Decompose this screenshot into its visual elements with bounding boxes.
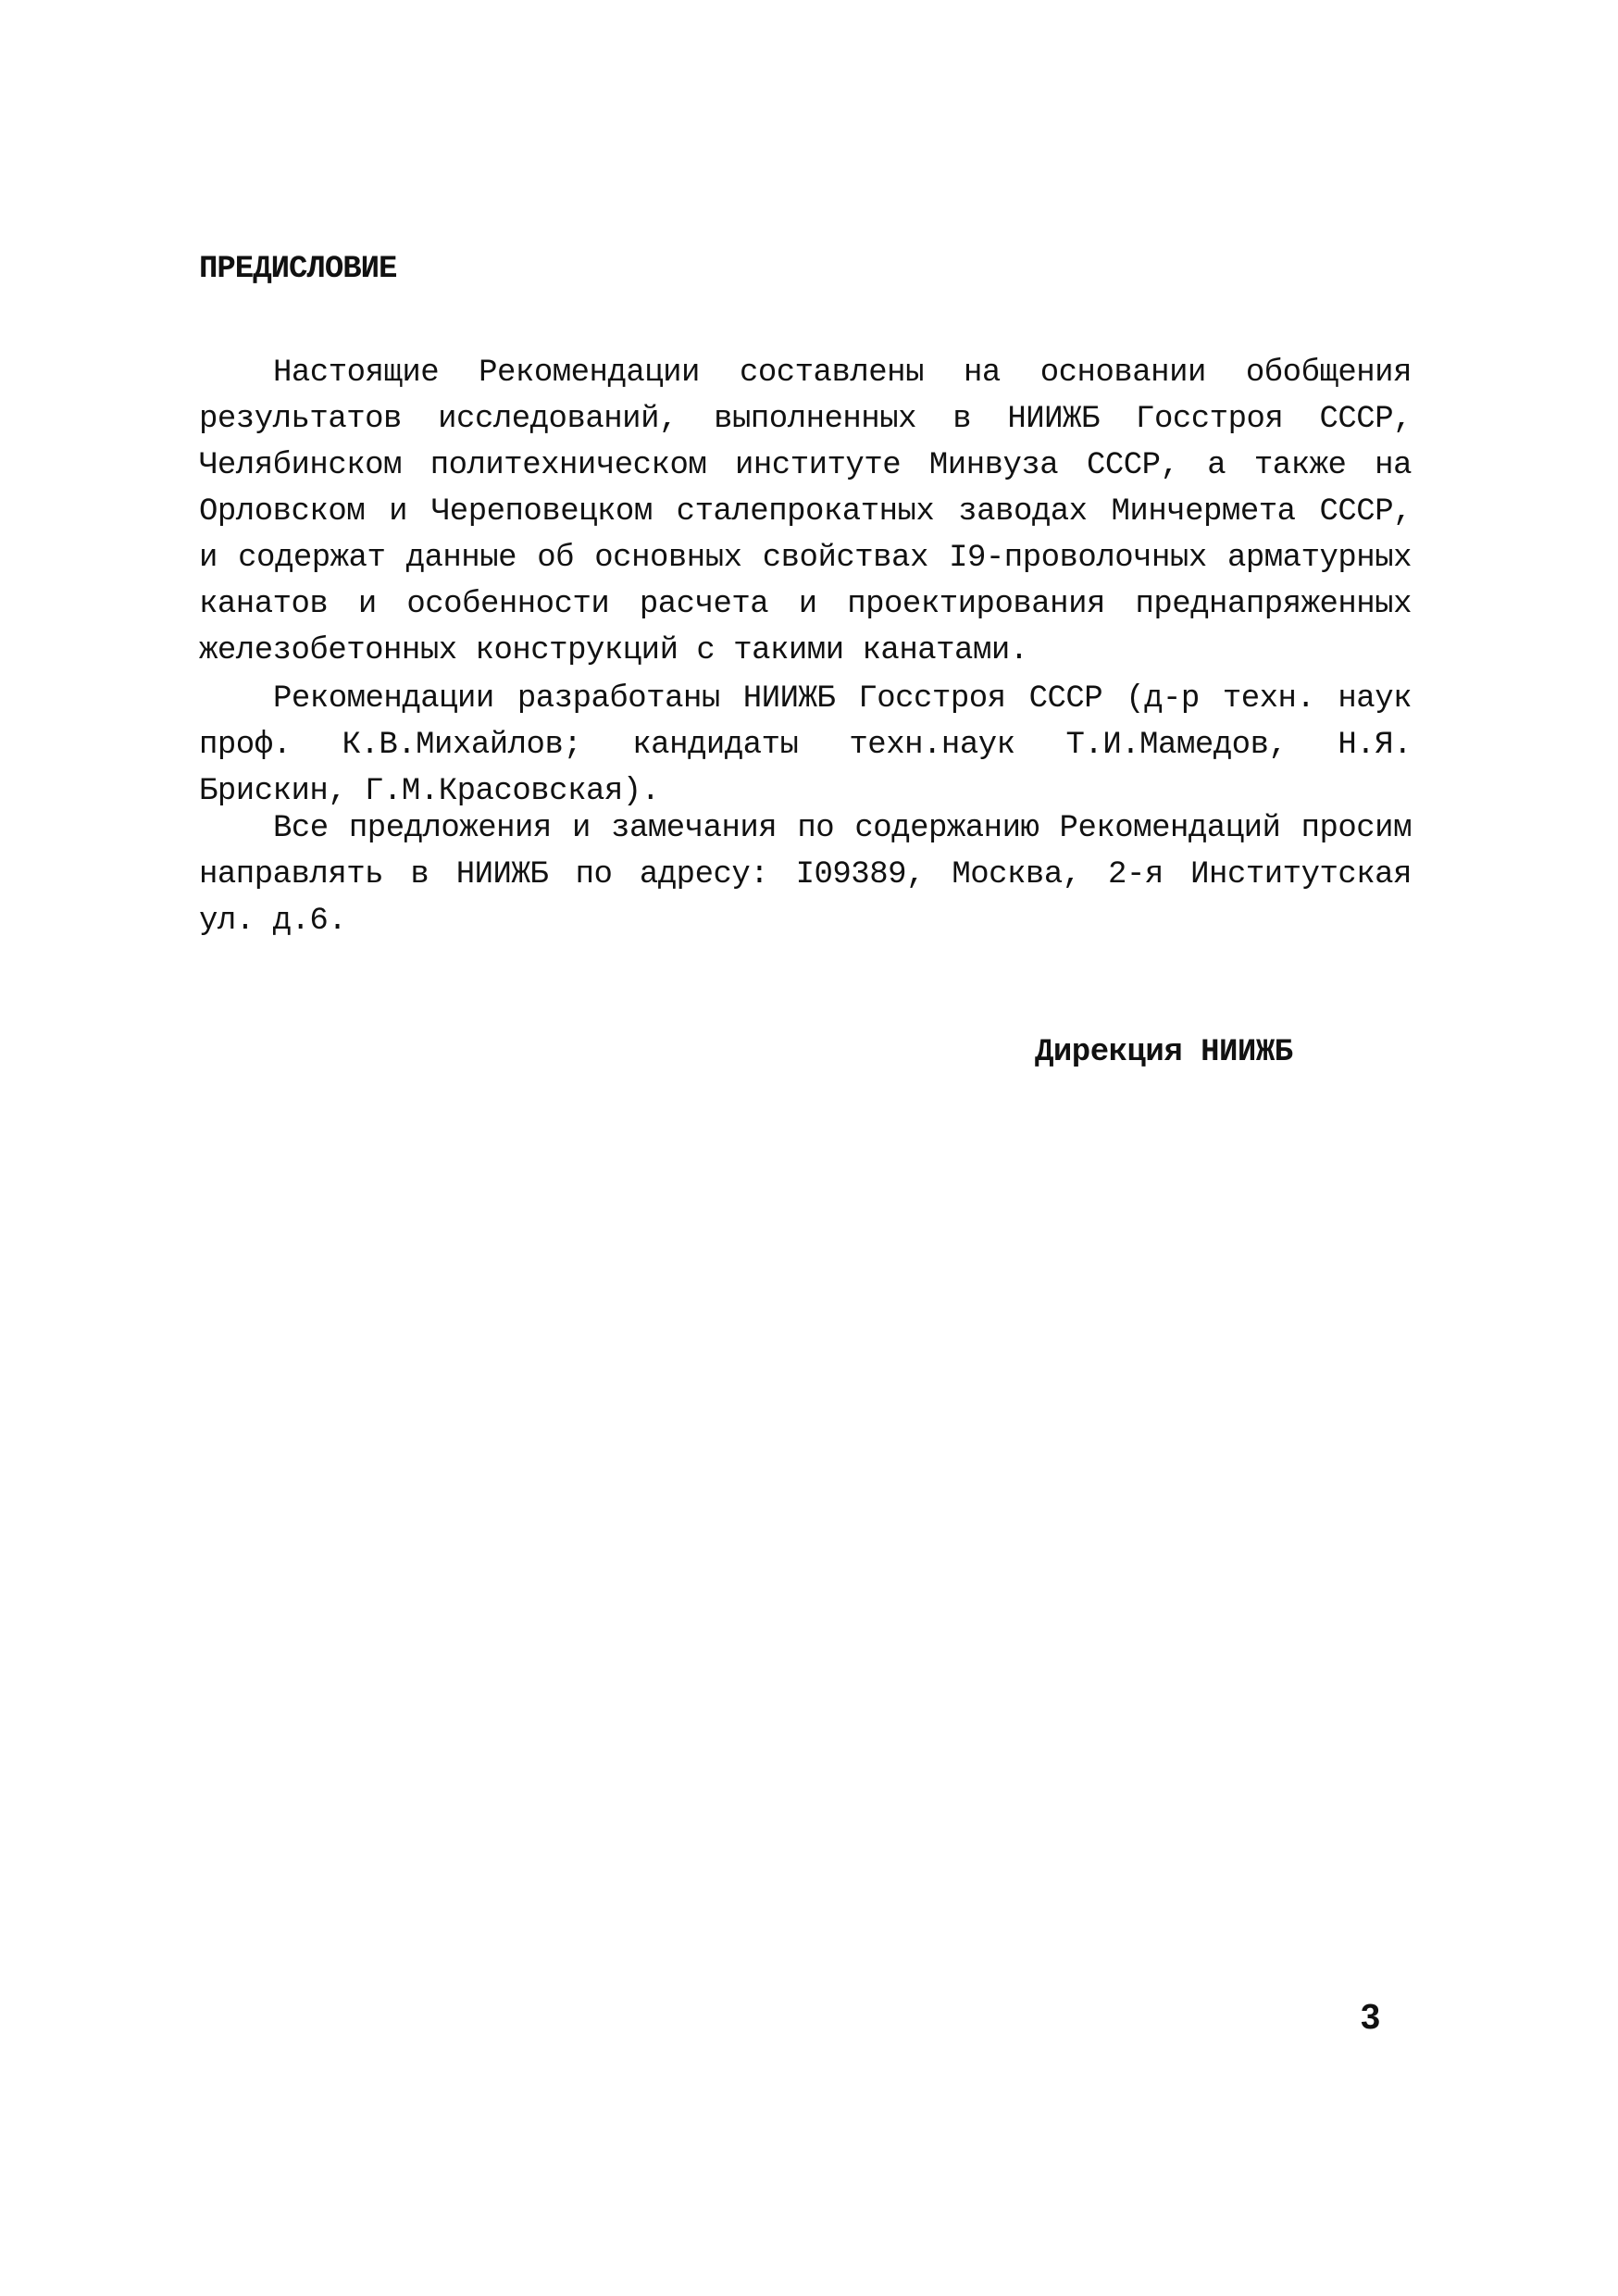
paragraph-authors: Рекомендации разработаны НИИЖБ Госстроя СССР (д-р техн. наук проф. К.В.Михайлов; кандидаты техн.наук Т.И.Мамедов, Н.Я. Брискин, Г.М.Красовская). [199,681,1412,809]
signature-directorate: Дирекция НИИЖБ [1035,1035,1293,1070]
page-number: 3 [1361,1998,1381,2037]
paragraph-preface-intro: Настоящие Рекомендации составлены на основании обобщения результатов исследований, выполненных в НИИЖБ Госстроя СССР, Челябинском политехническом институте Минвуза СССР, а также на Орловском и Череповецком сталепрокатных заводах Минчермета СССР, и содержат данные об основных свойствах I9-проволочных арматурных канатов и особенности расчета и проектирования преднапряженных железобетонных конструкций с такими канатами. [199,356,1412,668]
page-title: ПРЕДИСЛОВИЕ [199,252,397,287]
paragraph-contact-address: Все предложения и замечания по содержанию Рекомендаций просим направлять в НИИЖБ по адресу: I09389, Москва, 2-я Институтская ул. д.6. [199,811,1412,939]
